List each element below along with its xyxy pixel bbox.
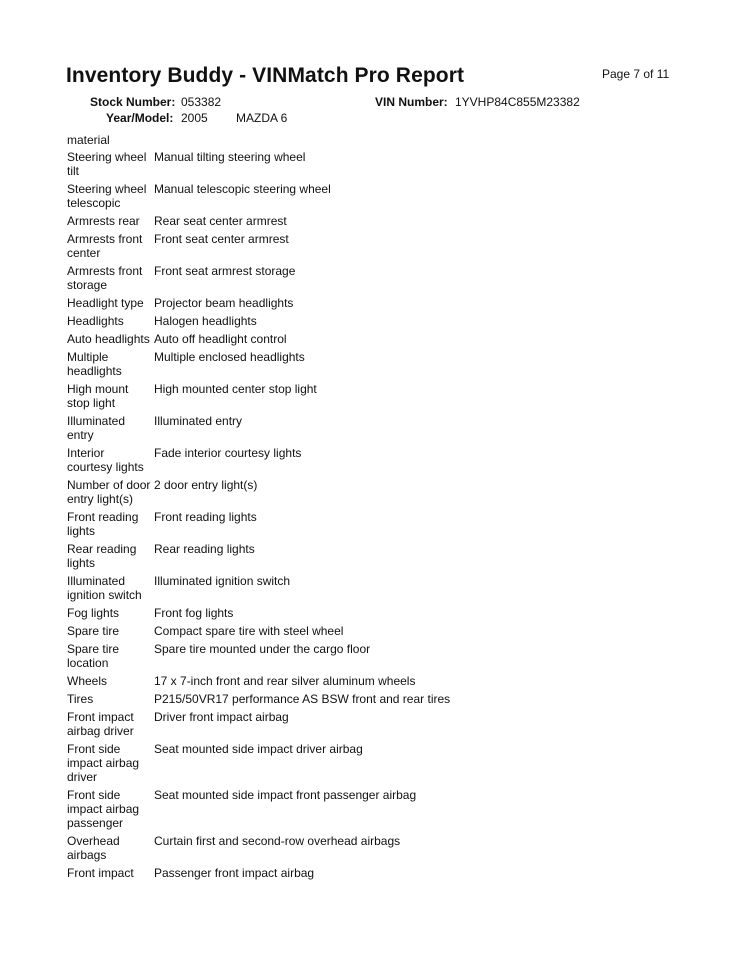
spec-label: Interior courtesy lights	[67, 446, 144, 474]
spec-value: Halogen headlights	[154, 314, 257, 328]
spec-label: Front reading lights	[67, 510, 139, 538]
spec-label: Illuminated ignition switch	[67, 574, 142, 602]
spec-row	[67, 182, 687, 210]
spec-value: Driver front impact airbag	[154, 710, 289, 724]
spec-row	[67, 542, 687, 570]
spec-value: Multiple enclosed headlights	[154, 350, 305, 364]
spec-row	[67, 674, 687, 688]
spec-row	[67, 264, 687, 292]
spec-label: Front side impact airbag passenger	[67, 788, 140, 830]
spec-value: Manual telescopic steering wheel	[154, 182, 331, 196]
spec-value: Rear seat center armrest	[154, 214, 287, 228]
spec-row	[67, 296, 687, 310]
spec-value: Front reading lights	[154, 510, 257, 524]
spec-value: Rear reading lights	[154, 542, 255, 556]
spec-value: Illuminated ignition switch	[154, 574, 291, 588]
spec-row	[67, 478, 687, 506]
stock-number-value: 053382	[181, 95, 222, 109]
spec-label: Armrests front center	[67, 232, 143, 260]
spec-row	[67, 314, 687, 328]
spec-label: Front impact airbag driver	[67, 710, 134, 738]
spec-row	[67, 214, 687, 228]
spec-label: Armrests rear	[67, 214, 140, 228]
spec-value: Seat mounted side impact front passenger airbag	[154, 788, 417, 802]
spec-value: Front seat armrest storage	[154, 264, 296, 278]
spec-label: Fog lights	[67, 606, 120, 620]
vin-number-label-text: VIN Number:	[375, 95, 448, 109]
spec-row	[67, 446, 687, 474]
spec-value: Illuminated entry	[154, 414, 243, 428]
spec-value: Seat mounted side impact driver airbag	[154, 742, 363, 756]
spec-label: Spare tire location	[67, 642, 120, 670]
stock-number-label	[90, 95, 175, 109]
spec-label: Front side impact airbag driver	[67, 742, 140, 784]
spec-row	[67, 834, 687, 862]
spec-label: High mount stop light	[67, 382, 129, 410]
spec-label: Illuminated entry	[67, 414, 126, 442]
spec-row	[67, 866, 687, 880]
spec-row	[67, 232, 687, 260]
spec-label: Front impact	[67, 866, 134, 880]
year-model-label	[106, 111, 173, 125]
spec-value: 17 x 7-inch front and rear silver aluminum wheels	[154, 674, 416, 688]
spec-value: Passenger front impact airbag	[154, 866, 315, 880]
stock-number-label-text: Stock Number:	[90, 95, 176, 109]
spec-value: Compact spare tire with steel wheel	[154, 624, 344, 638]
spec-label: Headlight type	[67, 296, 144, 310]
spec-label: Multiple headlights	[67, 350, 122, 378]
page-number: Page 7 of 11	[602, 67, 670, 81]
spec-row	[67, 382, 687, 410]
model-value: MAZDA 6	[236, 111, 288, 125]
spec-value: Front fog lights	[154, 606, 234, 620]
spec-row	[67, 624, 687, 638]
spec-row	[67, 710, 687, 738]
spec-row	[67, 414, 687, 442]
spec-row	[67, 350, 687, 378]
spec-row	[67, 150, 687, 178]
spec-row	[67, 642, 687, 670]
spec-value: Front seat center armrest	[154, 232, 289, 246]
vin-number-value: 1YVHP84C855M23382	[455, 95, 580, 109]
year-model-label-text: Year/Model:	[106, 111, 174, 125]
spec-row	[67, 788, 687, 830]
spec-label: Armrests front storage	[67, 264, 143, 292]
spec-label: Rear reading lights	[67, 542, 137, 570]
spec-label: Steering wheel tilt	[67, 150, 147, 178]
spec-value: Spare tire mounted under the cargo floor	[154, 642, 371, 656]
spec-label: Wheels	[67, 674, 108, 688]
spec-value: Projector beam headlights	[154, 296, 294, 310]
spec-row	[67, 574, 687, 602]
spec-row	[67, 510, 687, 538]
spec-row	[67, 606, 687, 620]
spec-row	[67, 332, 687, 346]
spec-label: Headlights	[67, 314, 124, 328]
year-value: 2005	[181, 111, 208, 125]
spec-label: Overhead airbags	[67, 834, 120, 862]
spec-label: Tires	[67, 692, 94, 706]
spec-value: Curtain first and second-row overhead airbags	[154, 834, 401, 848]
spec-value: 2 door entry light(s)	[154, 478, 258, 492]
report-title: Inventory Buddy - VINMatch Pro Report	[66, 64, 465, 87]
spec-value: Auto off headlight control	[154, 332, 287, 346]
vin-number-label	[375, 95, 448, 109]
spec-label: Steering wheel telescopic	[67, 182, 147, 210]
continued-text: material	[67, 133, 110, 147]
spec-value: High mounted center stop light	[154, 382, 317, 396]
spec-label: Number of door entry light(s)	[67, 478, 151, 506]
spec-table	[67, 150, 687, 884]
spec-row	[67, 692, 687, 706]
spec-value: P215/50VR17 performance AS BSW front and rear tires	[154, 692, 451, 706]
spec-value: Fade interior courtesy lights	[154, 446, 302, 460]
spec-row	[67, 742, 687, 784]
spec-value: Manual tilting steering wheel	[154, 150, 306, 164]
spec-label: Spare tire	[67, 624, 120, 638]
spec-label: Auto headlights	[67, 332, 150, 346]
